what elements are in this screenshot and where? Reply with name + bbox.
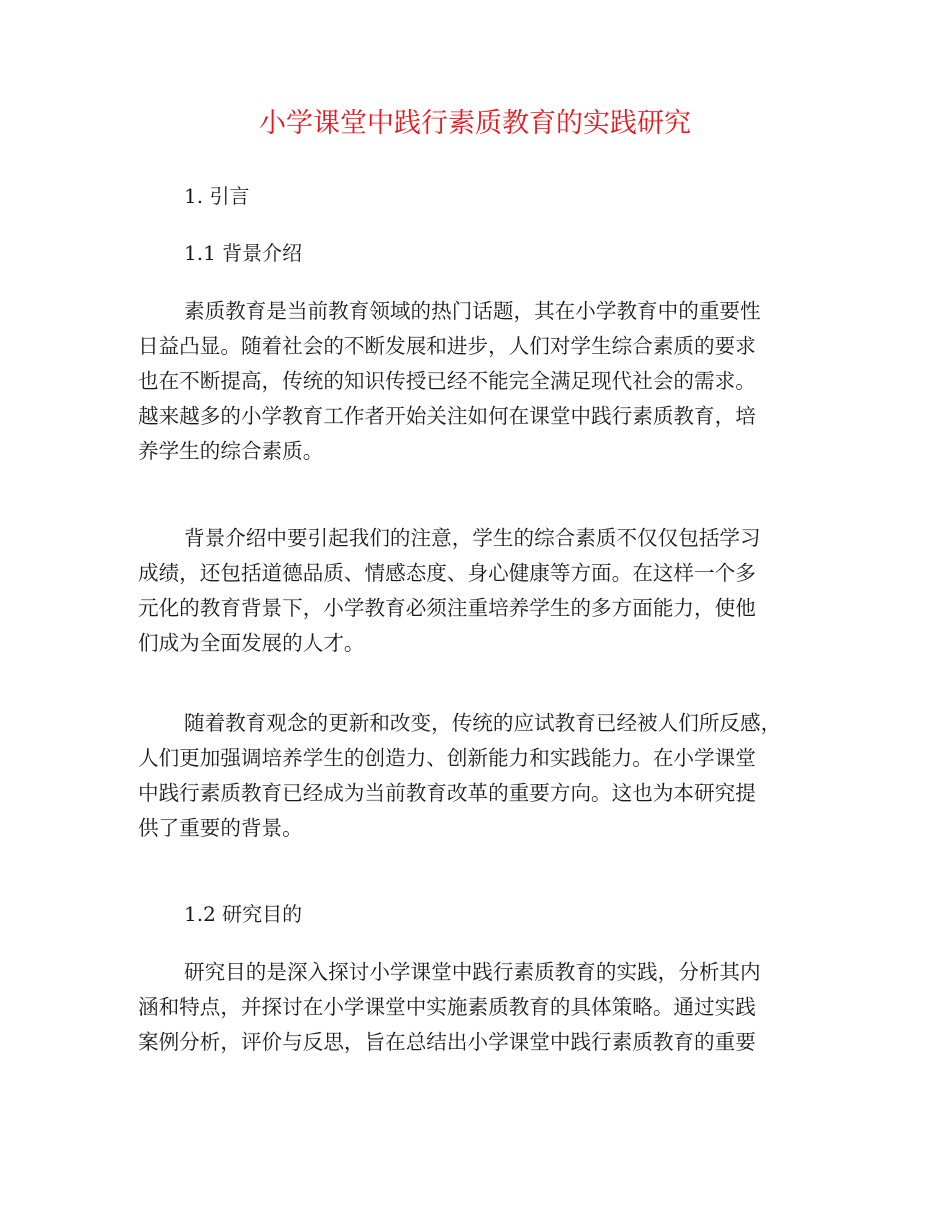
paragraph-background-3 xyxy=(138,706,838,846)
paragraph-line: 素质教育是当前教育领域的热门话题，其在小学教育中的重要性 xyxy=(184,299,761,323)
paragraph-line: 中践行素质教育已经成为当前教育改革的重要方向。这也为本研究提 xyxy=(138,781,756,805)
section-heading-introduction: 1. 引言 xyxy=(184,184,250,208)
paragraph-line: 们成为全面发展的人才。 xyxy=(138,631,365,655)
paragraph-line: 研究目的是深入探讨小学课堂中践行素质教育的实践，分析其内 xyxy=(184,960,761,984)
paragraph-line: 越来越多的小学教育工作者开始关注如何在课堂中践行素质教育，培 xyxy=(138,404,756,428)
paragraph-line: 也在不断提高，传统的知识传授已经不能完全满足现代社会的需求。 xyxy=(138,369,756,393)
paragraph-line: 成绩，还包括道德品质、情感态度、身心健康等方面。在这样一个多 xyxy=(138,561,756,585)
paragraph-line: 涵和特点，并探讨在小学课堂中实施素质教育的具体策略。通过实践 xyxy=(138,995,756,1019)
paragraph-line: 日益凸显。随着社会的不断发展和进步，人们对学生综合素质的要求 xyxy=(138,334,756,358)
paragraph-line: 人们更加强调培养学生的创造力、创新能力和实践能力。在小学课堂 xyxy=(138,746,756,770)
paragraph-line: 随着教育观念的更新和改变，传统的应试教育已经被人们所反感， xyxy=(184,711,782,735)
paragraph-line: 案例分析，评价与反思，旨在总结出小学课堂中践行素质教育的重要 xyxy=(138,1030,756,1054)
section-heading-background: 1.1 背景介绍 xyxy=(184,241,303,265)
paragraph-line: 供了重要的背景。 xyxy=(138,816,303,840)
paragraph-line: 元化的教育背景下，小学教育必须注重培养学生的多方面能力，使他 xyxy=(138,596,756,620)
section-heading-research-purpose: 1.2 研究目的 xyxy=(184,902,303,926)
paragraph-background-2 xyxy=(138,521,838,661)
paragraph-background-1 xyxy=(138,294,838,469)
paragraph-line: 养学生的综合素质。 xyxy=(138,439,324,463)
paragraph-line: 背景介绍中要引起我们的注意，学生的综合素质不仅仅包括学习 xyxy=(184,526,761,550)
paragraph-research-purpose xyxy=(138,955,838,1060)
document-title: 小学课堂中践行素质教育的实践研究 xyxy=(259,108,691,139)
